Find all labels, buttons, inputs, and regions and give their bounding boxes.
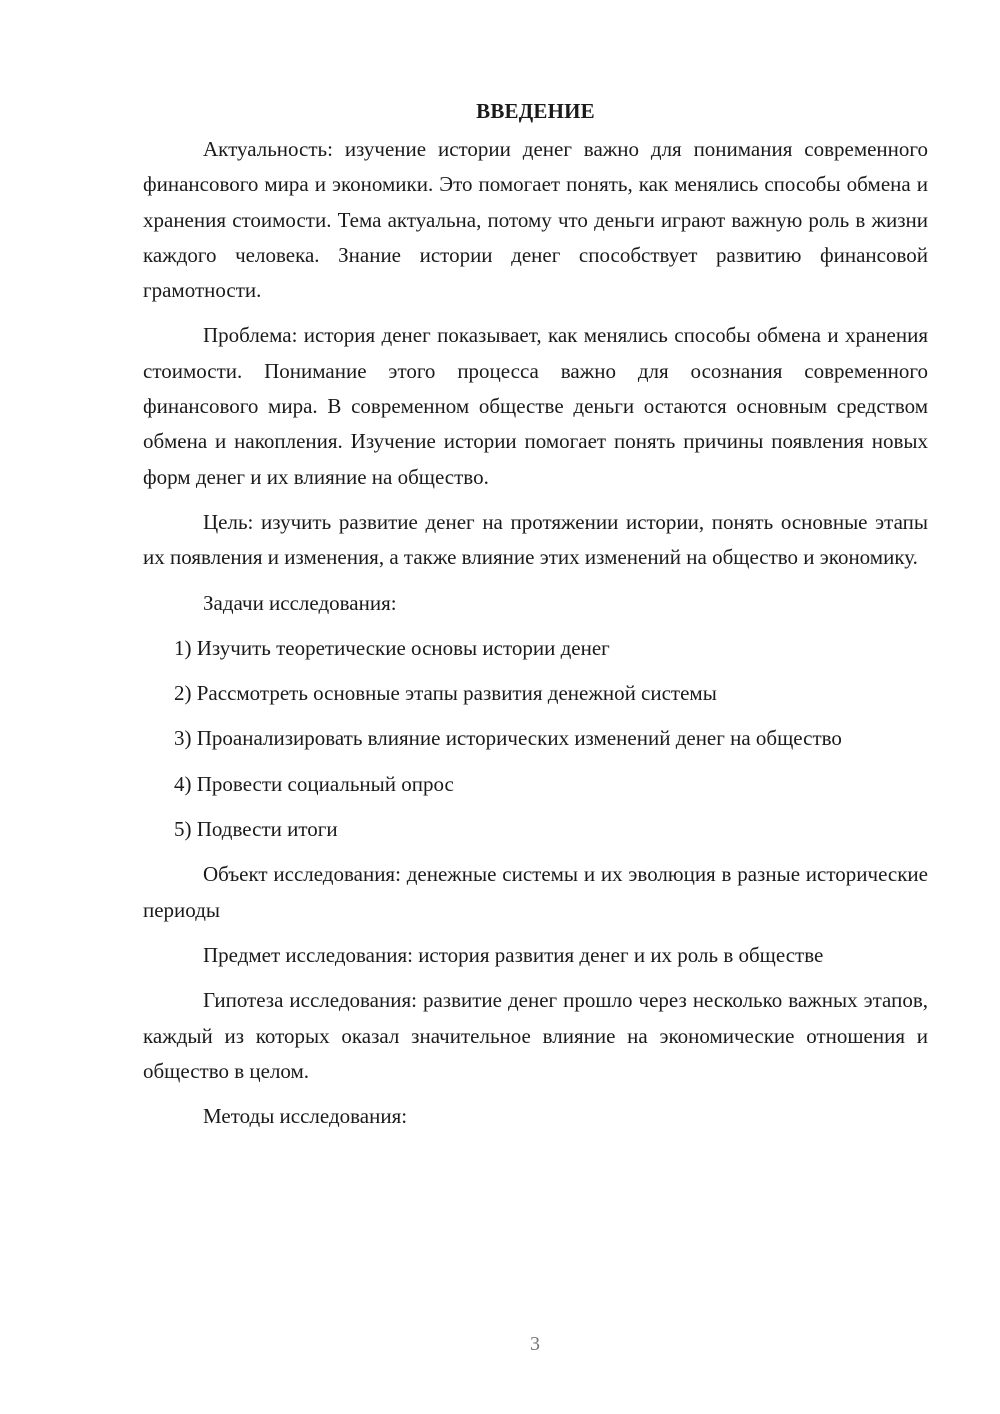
paragraph-methods: Методы исследования: (203, 1104, 408, 1129)
document-page (143, 96, 928, 1144)
task-item-5: 5) Подвести итоги (174, 817, 338, 842)
page-title: ВВЕДЕНИЕ (476, 99, 595, 123)
paragraph-tasks-heading: Задачи исследования: (203, 590, 397, 615)
paragraph-subject: Предмет исследования: история развития денег и их роль в обществе (203, 942, 824, 967)
paragraph-object: Объект исследования: денежные системы и их эволюция в разные исторические периоды (143, 862, 928, 922)
task-item-4: 4) Провести социальный опрос (174, 771, 454, 796)
task-item-3: 3) Проанализировать влияние исторических изменений денег на общество (174, 726, 842, 751)
paragraph-problem: Проблема: история денег показывает, как менялись способы обмена и хранения стоимости. Понимание этого процесса важно для осознания современного финансового мира. В современном обществе деньги остаются основным средством обмена и накопления. Изучение истории помогает понять причины появления новых форм денег и их влияние на общество. (143, 323, 928, 489)
task-item-1: 1) Изучить теоретические основы истории денег (174, 635, 610, 660)
paragraph-hypothesis: Гипотеза исследования: развитие денег прошло через несколько важных этапов, каждый из которых оказал значительное влияние на экономические отношения и общество в целом. (143, 988, 928, 1083)
page-number: 3 (530, 1333, 540, 1355)
task-item-2: 2) Рассмотреть основные этапы развития денежной системы (174, 681, 717, 706)
paragraph-relevance: Актуальность: изучение истории денег важно для понимания современного финансового мира и экономики. Это помогает понять, как менялись способы обмена и хранения стоимости. Тема актуальна, потому что деньги играют важную роль в жизни каждого человека. Знание истории денег способствует развитию финансовой грамотности. (143, 137, 928, 303)
paragraph-goal: Цель: изучить развитие денег на протяжении истории, понять основные этапы их появления и изменения, а также влияние этих изменений на общество и экономику. (143, 509, 928, 570)
